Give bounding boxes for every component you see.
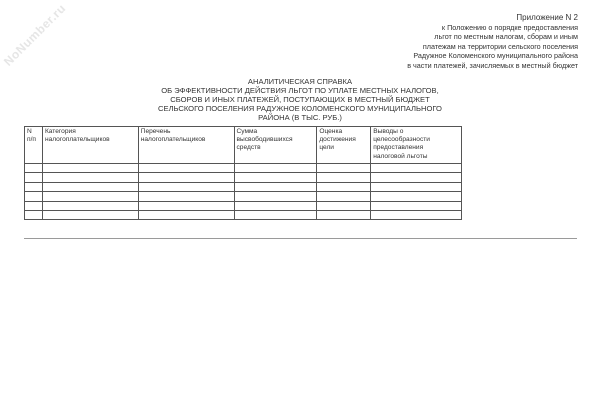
header-category [42, 127, 138, 164]
table-cell [234, 182, 317, 191]
table-cell [371, 173, 462, 182]
header-evaluation [317, 127, 371, 164]
table-cell [42, 192, 138, 201]
report-table [24, 126, 462, 220]
table-cell [317, 173, 371, 182]
watermark: NoNumber.ru [0, 1, 69, 69]
table-cell [138, 192, 234, 201]
header-text-line: предоставления [373, 144, 424, 152]
appendix-line: платежам на территории сельского поселения [422, 41, 578, 51]
appendix-line: льгот по местным налогам, сборам и иным [434, 32, 578, 42]
header-text-line: Сумма [236, 128, 258, 135]
table-cell [317, 182, 371, 191]
table-header-row [25, 127, 462, 164]
table-cell [317, 164, 371, 173]
table-cell [371, 182, 462, 191]
divider-line [24, 238, 577, 239]
header-text-line: налогоплательщиков [140, 136, 206, 144]
header-amount [234, 127, 317, 164]
appendix-line: Радужное Коломенского муниципального района [413, 51, 578, 61]
title-line: СЕЛЬСКОГО ПОСЕЛЕНИЯ РАДУЖНОЕ КОЛОМЕНСКОГО МУНИЦИПАЛЬНОГО [158, 104, 442, 113]
title-line: СБОРОВ И ИНЫХ ПЛАТЕЖЕЙ, ПОСТУПАЮЩИХ В МЕСТНЫЙ БЮДЖЕТ [170, 95, 430, 104]
table-body [25, 164, 462, 220]
table-cell [42, 173, 138, 182]
table-cell [234, 192, 317, 201]
header-text-line: Выводы о [373, 128, 404, 135]
table-row [25, 201, 462, 210]
table-cell [25, 173, 43, 182]
title-line: РАЙОНА (В ТЫС. РУБ.) [258, 113, 342, 122]
header-text-line: высвободившихся [236, 136, 293, 144]
table-cell [371, 192, 462, 201]
appendix-line: в части платежей, зачисляемых в местный бюджет [407, 60, 578, 70]
table-cell [42, 164, 138, 173]
table-row [25, 182, 462, 191]
table-cell [234, 173, 317, 182]
table-cell [25, 210, 43, 219]
header-text-line: Перечень [140, 128, 171, 135]
report-title [140, 77, 460, 122]
header-text-line: цели [319, 144, 334, 152]
table-row [25, 210, 462, 219]
table-cell [234, 201, 317, 210]
header-conclusions [371, 127, 462, 164]
table-row [25, 164, 462, 173]
table-cell [42, 210, 138, 219]
table-cell [234, 164, 317, 173]
table-cell [371, 164, 462, 173]
table-cell [25, 182, 43, 191]
table-cell [138, 201, 234, 210]
table-cell [25, 164, 43, 173]
header-text-line: Категория [44, 128, 76, 135]
table-cell [138, 164, 234, 173]
table-cell [138, 182, 234, 191]
table-cell [138, 210, 234, 219]
header-number [25, 127, 43, 164]
table-cell [25, 201, 43, 210]
table-row [25, 173, 462, 182]
header-text-line: достижения [319, 136, 356, 144]
appendix-header [407, 12, 578, 70]
appendix-number: Приложение N 2 [516, 13, 578, 22]
table-cell [371, 210, 462, 219]
appendix-line: к Положению о порядке предоставления [441, 23, 578, 32]
table-cell [42, 201, 138, 210]
header-taxpayer-list [138, 127, 234, 164]
table-cell [25, 192, 43, 201]
header-text-line: п/п [27, 136, 36, 144]
header-text-line: N [27, 128, 32, 135]
header-text-line: налогоплательщиков [44, 136, 110, 144]
table-cell [138, 173, 234, 182]
header-text-line: налоговой льготы [373, 152, 428, 160]
table-row [25, 192, 462, 201]
table-cell [317, 201, 371, 210]
header-text-line: целесообразности [373, 136, 430, 144]
table-cell [42, 182, 138, 191]
title-line: АНАЛИТИЧЕСКАЯ СПРАВКА [247, 77, 353, 86]
table-cell [234, 210, 317, 219]
header-text-line: средств [236, 144, 261, 152]
table-cell [317, 210, 371, 219]
title-line: ОБ ЭФФЕКТИВНОСТИ ДЕЙСТВИЯ ЛЬГОТ ПО УПЛАТЕ МЕСТНЫХ НАЛОГОВ, [161, 86, 439, 95]
table-cell [371, 201, 462, 210]
table-cell [317, 192, 371, 201]
header-text-line: Оценка [319, 128, 343, 135]
